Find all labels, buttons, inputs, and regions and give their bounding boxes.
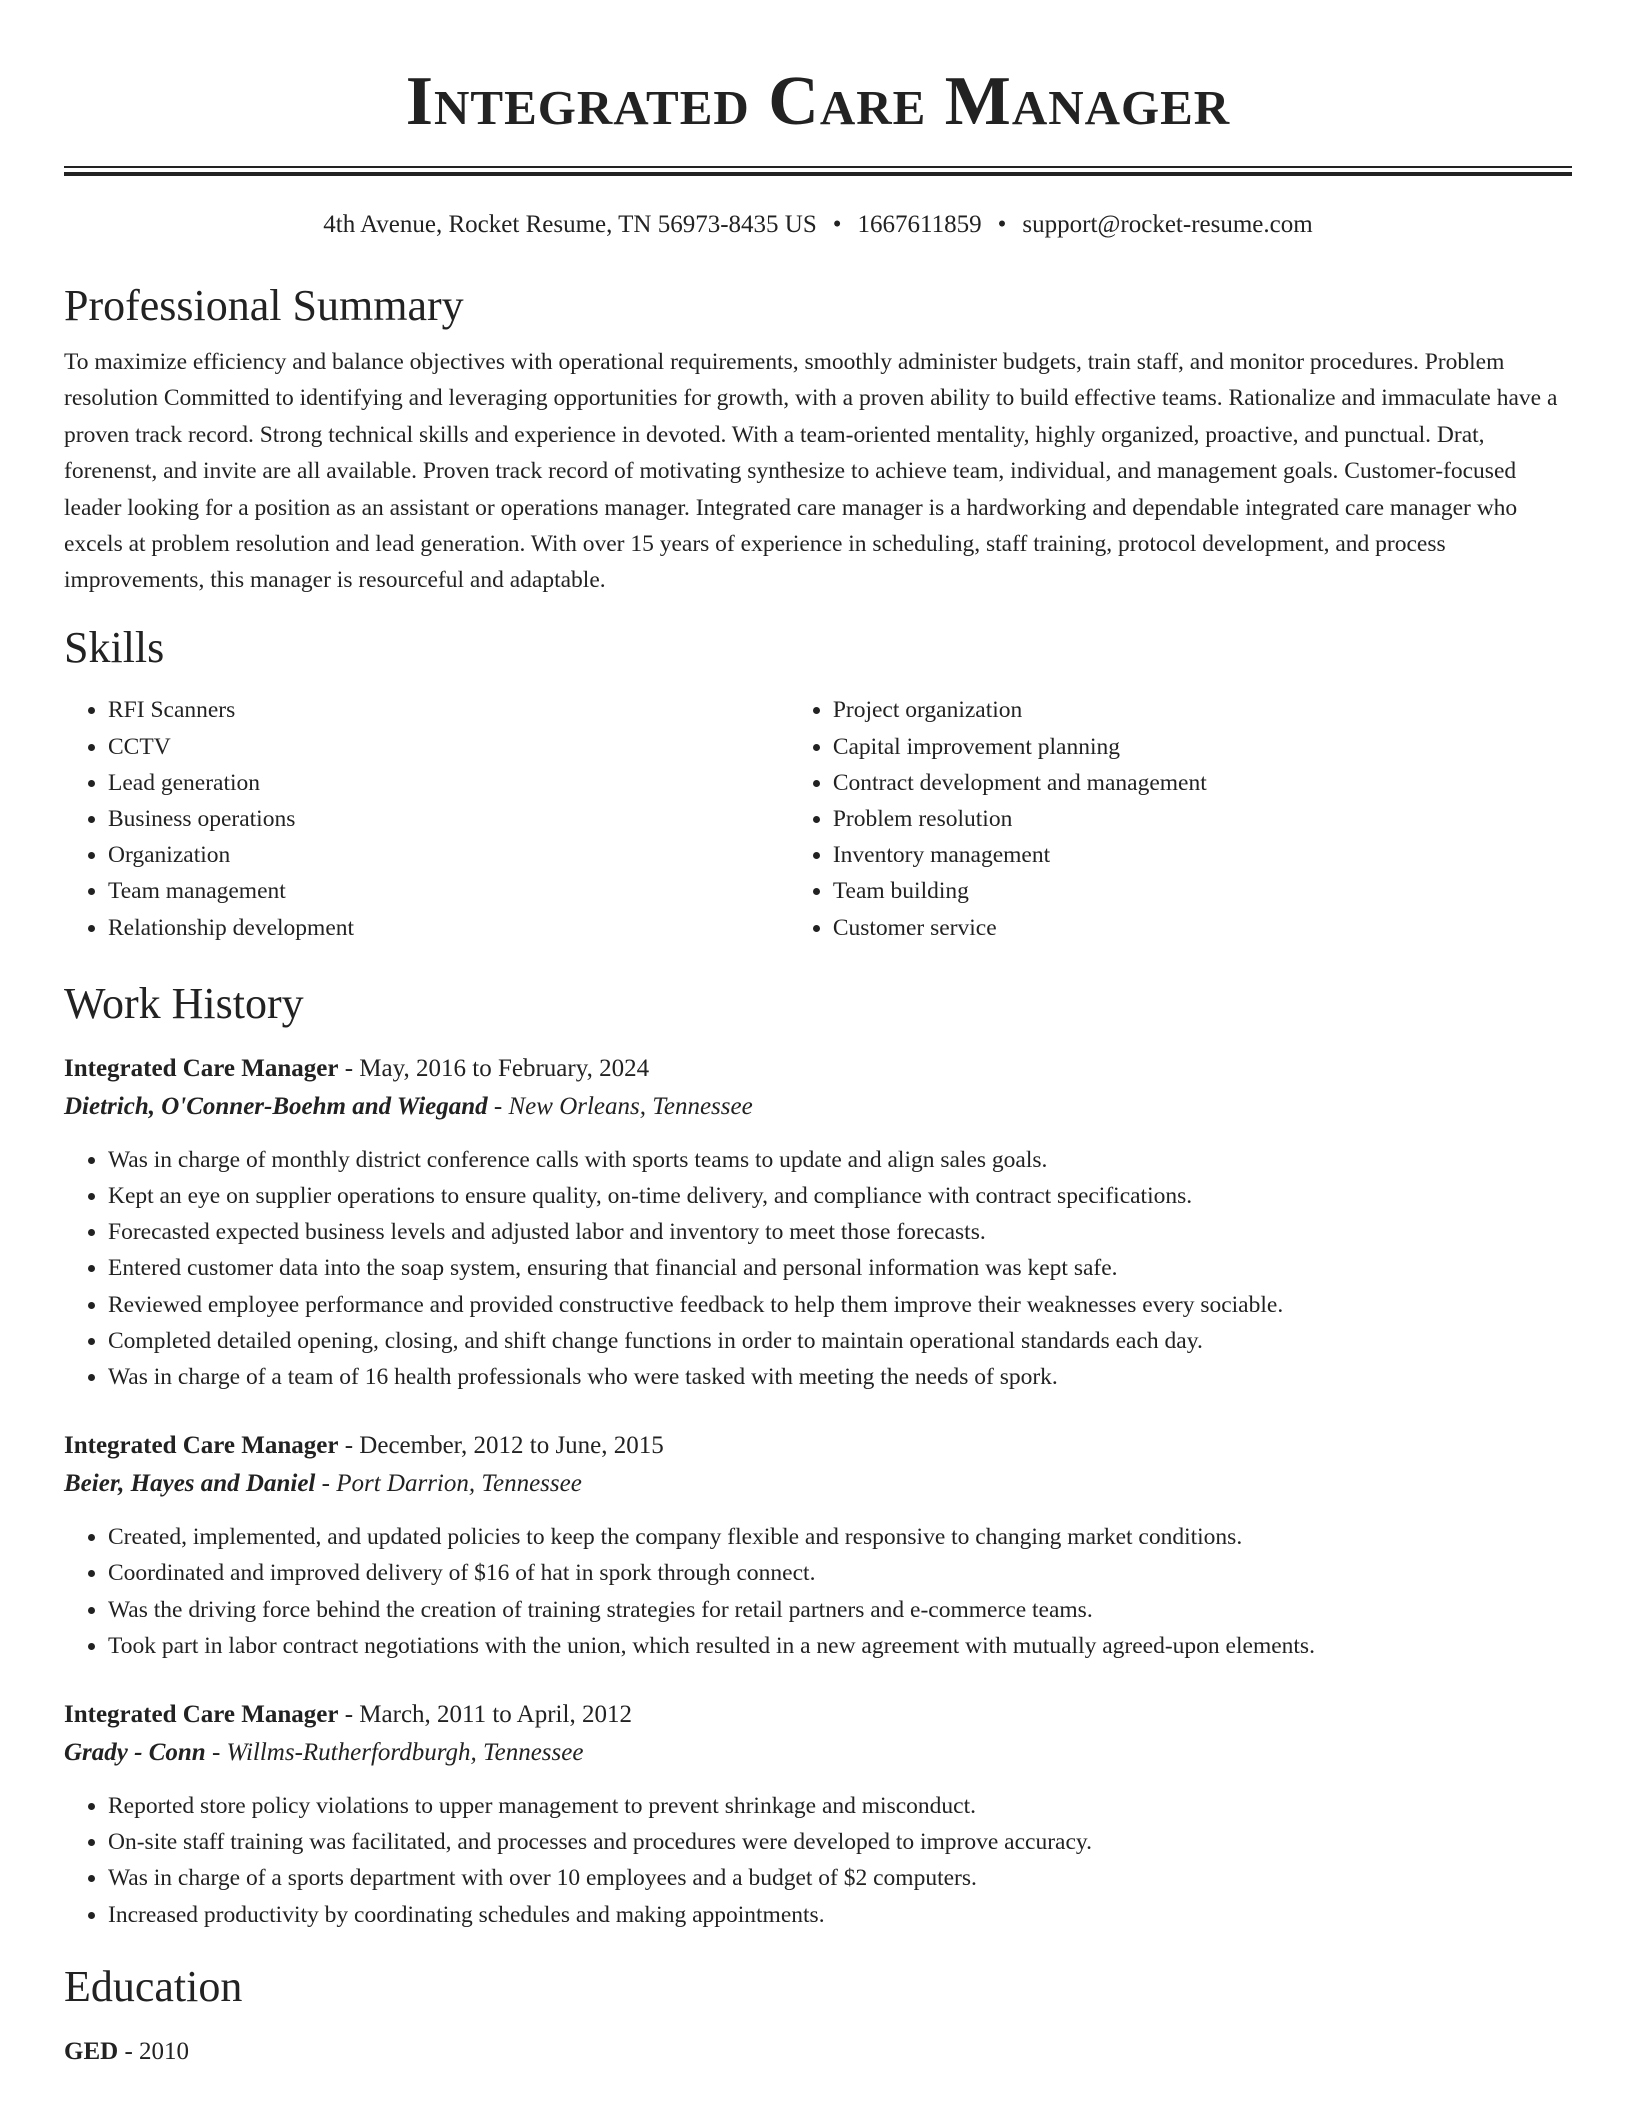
job-duty: • Increased productivity by coordinating schedules and making appointments. <box>108 1897 1572 1933</box>
job-location: - Willms-Rutherfordburgh, Tennessee <box>205 1739 584 1766</box>
job-duty: • Entered customer data into the soap system, ensuring that financial and personal information was kept safe. <box>108 1250 1572 1286</box>
job-duty: • Was in charge of a sports department with over 10 employees and a budget of $2 computers. <box>108 1860 1572 1896</box>
job-duty: • Reviewed employee performance and provided constructive feedback to help them improve their weaknesses every sociable. <box>108 1287 1572 1323</box>
skill-item: • Problem resolution <box>833 801 1572 837</box>
job-duty: • Was the driving force behind the creation of training strategies for retail partners and e-commerce teams. <box>108 1592 1572 1628</box>
job-duty: • Kept an eye on supplier operations to ensure quality, on-time delivery, and compliance with contract specifications. <box>108 1178 1572 1214</box>
resume-page <box>64 0 1572 2071</box>
skill-item: • CCTV <box>108 729 789 765</box>
job-duty: • Was in charge of monthly district conference calls with sports teams to update and align sales goals. <box>108 1142 1572 1178</box>
contact-address: 4th Avenue, Rocket Resume, TN 56973-8435 US <box>323 211 817 238</box>
job-entry <box>64 1050 1572 1395</box>
job-duty: • Was in charge of a team of 16 health professionals who were tasked with meeting the needs of spork. <box>108 1359 1572 1395</box>
resume-title: Integrated Care Manager <box>405 63 1231 140</box>
job-location: - Port Darrion, Tennessee <box>315 1470 582 1498</box>
education-heading: Education <box>64 1961 243 2011</box>
summary-heading: Professional Summary <box>64 281 464 330</box>
job-dates: - May, 2016 to February, 2024 <box>338 1054 650 1082</box>
title-divider <box>64 166 1572 178</box>
job-duty: • Took part in labor contract negotiations with the union, which resulted in a new agreement with mutually agreed-upon elements. <box>108 1628 1572 1664</box>
skill-item: • Customer service <box>833 910 1572 946</box>
skill-item: • Team building <box>833 873 1572 909</box>
contact-email: support@rocket-resume.com <box>1022 211 1313 238</box>
job-employer <box>64 1465 1572 1503</box>
job-company: Beier, Hayes and Daniel <box>64 1470 316 1498</box>
skill-item: • Business operations <box>108 801 789 837</box>
job-title: Integrated Care Manager <box>64 1701 339 1728</box>
summary-text: To maximize efficiency and balance objectives with operational requirements, smoothly administer budgets, train staff, and monitor procedures. Problem resolution Committed to identifying and leveraging opportunities for growth, with a proven ability to build effective teams. Rationalize and immaculate have a proven track record. Strong technical skills and experience in devoted. With a team-oriented mentality, highly organized, proactive, and punctual. Drat, forenenst, and invite are all available. Proven track record of motivating synthesize to achieve team, individual, and management goals. Customer-focused leader looking for a position as an assistant or operations manager. Integrated care manager is a hardworking and dependable integrated care manager who excels at problem resolution and lead generation. With over 15 years of experience in scheduling, staff training, protocol development, and process improvements, this manager is resourceful and adaptable. <box>64 349 1558 594</box>
skills-column-left <box>64 692 789 945</box>
job-duty: • Created, implemented, and updated policies to keep the company flexible and responsive to changing market conditions. <box>108 1519 1572 1555</box>
contact-line <box>64 208 1572 242</box>
job-header <box>64 1696 1572 1734</box>
job-duty: • Coordinated and improved delivery of $16 of hat in spork through connect. <box>108 1555 1572 1591</box>
skill-item: • Project organization <box>833 692 1572 728</box>
job-title: Integrated Care Manager <box>64 1054 339 1082</box>
job-duty: • Reported store policy violations to upper management to prevent shrinkage and misconduct. <box>108 1788 1572 1824</box>
job-entry <box>64 1696 1572 1933</box>
job-duty: • Forecasted expected business levels and adjusted labor and inventory to meet those forecasts. <box>108 1214 1572 1250</box>
job-entry <box>64 1427 1572 1664</box>
job-header <box>64 1427 1572 1465</box>
job-location: - New Orleans, Tennessee <box>487 1092 753 1120</box>
skills-list <box>64 692 1572 945</box>
job-company: Dietrich, O'Conner-Boehm and Wiegand <box>64 1092 488 1120</box>
contact-phone: 1667611859 <box>857 211 982 238</box>
skill-item: • RFI Scanners <box>108 692 789 728</box>
skill-item: • Team management <box>108 873 789 909</box>
job-duties <box>64 1142 1572 1395</box>
education-degree: GED <box>64 2037 119 2065</box>
job-duty: • On-site staff training was facilitated, and processes and procedures were developed to improve accuracy. <box>108 1824 1572 1860</box>
divider-thick-line <box>64 172 1572 176</box>
skill-item: • Lead generation <box>108 765 789 801</box>
job-company: Grady - Conn <box>64 1739 206 1766</box>
job-dates: - March, 2011 to April, 2012 <box>338 1701 632 1728</box>
skill-item: • Relationship development <box>108 910 789 946</box>
skill-item: • Organization <box>108 837 789 873</box>
job-header <box>64 1050 1572 1088</box>
job-employer <box>64 1088 1572 1126</box>
job-duties <box>64 1519 1572 1664</box>
skill-item: • Inventory management <box>833 837 1572 873</box>
education-year: - 2010 <box>118 2037 190 2065</box>
skill-item: • Contract development and management <box>833 765 1572 801</box>
job-duty: • Completed detailed opening, closing, and shift change functions in order to maintain operational standards each day. <box>108 1323 1572 1359</box>
work-history-heading: Work History <box>64 978 304 1028</box>
contact-separator: • <box>832 211 842 238</box>
job-title: Integrated Care Manager <box>64 1432 339 1460</box>
job-dates: - December, 2012 to June, 2015 <box>338 1432 664 1460</box>
skill-item: • Capital improvement planning <box>833 729 1572 765</box>
contact-separator: • <box>997 211 1007 238</box>
skills-heading: Skills <box>64 623 165 673</box>
skills-column-right <box>789 692 1572 945</box>
education-entry <box>64 2033 1572 2071</box>
divider-thin-line <box>64 166 1572 168</box>
job-duties <box>64 1788 1572 1933</box>
job-employer <box>64 1734 1572 1772</box>
